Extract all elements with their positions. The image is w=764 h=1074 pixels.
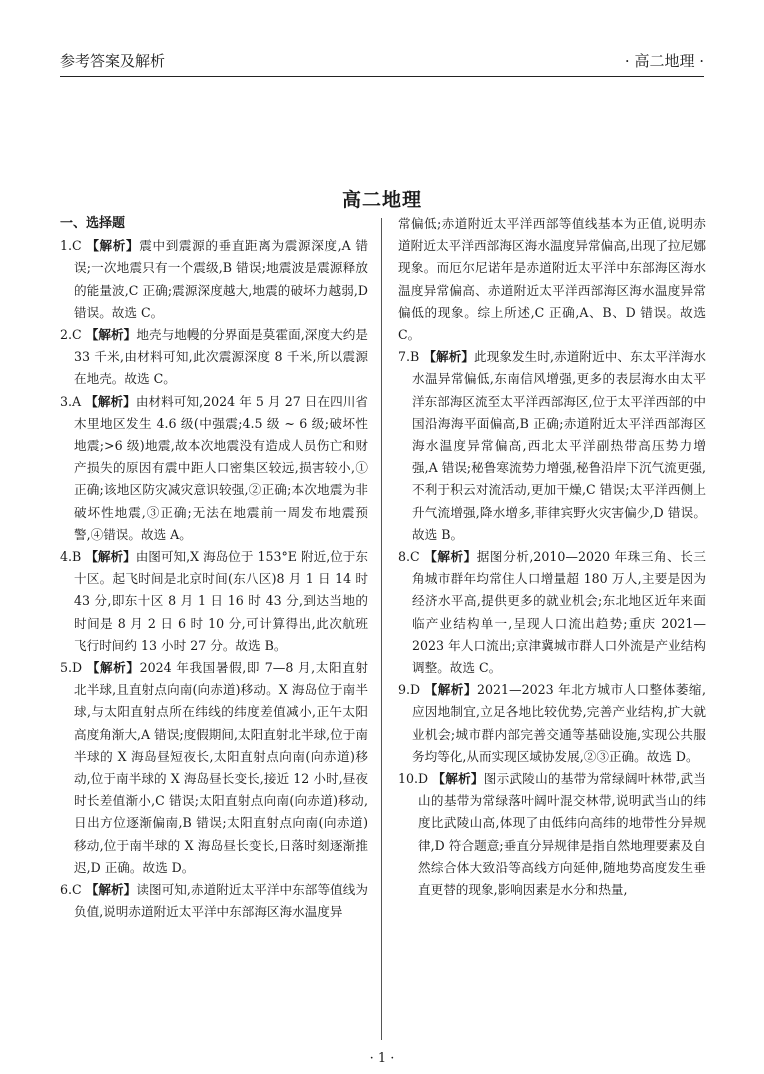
column-divider (381, 218, 382, 1040)
question-number: 6. (60, 882, 73, 898)
right-answer-list (398, 346, 706, 901)
analysis-tag: 【解析】 (86, 660, 140, 676)
question-number: 3. (60, 393, 73, 409)
answer-letter: D (72, 660, 83, 676)
header-rule (60, 76, 704, 77)
question-number: 4. (60, 549, 73, 565)
explanation-text: 2021—2023 年北方城市人口整体萎缩,应因地制宜,立足各地比较优势,完善产业结构,扩大就业机会;城市群内部完善交通等基础设施,实现公共服务均等化,从而实现区域协发展,②③正确。故选 D。 (412, 682, 706, 764)
answer-item (60, 391, 368, 546)
left-column (60, 213, 368, 924)
analysis-tag: 【解析】 (85, 393, 136, 409)
analysis-tag: 【解析】 (85, 882, 137, 898)
analysis-tag: 【解析】 (423, 349, 475, 365)
answer-letter: D (418, 771, 429, 787)
answer-letter: B (410, 349, 420, 365)
answer-letter: C (410, 549, 420, 565)
explanation-text: 此现象发生时,赤道附近中、东太平洋海水水温异常偏低,东南信风增强,更多的表层海水由太平洋东部海区流至太平洋西部海区,位于太平洋西部的中国沿海海平面偏高,B 正确;赤道附近太平洋西部海区海水温度异常偏高,西北太平洋副热带高压势力增强,A 错误;秘鲁寒流势力增强,秘鲁沿岸下沉气流更强,不利于积云对流活动,更加干燥,C 错误;太平洋西侧上升气流增强,降水增多,菲律宾野火灾害偏少,D 错误。故选 B。 (412, 349, 706, 542)
answer-item (398, 679, 706, 768)
answer-item (60, 235, 368, 324)
question-number: 1. (60, 238, 73, 254)
answer-item (60, 324, 368, 391)
left-answer-list (60, 235, 368, 923)
page-title: 高二地理 (341, 189, 422, 211)
analysis-tag: 【解析】 (85, 549, 136, 565)
answer-letter: B (72, 549, 82, 565)
analysis-tag: 【解析】 (424, 682, 477, 698)
answer-letter: A (72, 393, 82, 409)
question-number: 8. (398, 549, 411, 565)
analysis-tag: 【解析】 (432, 771, 484, 787)
answer-letter: C (72, 882, 82, 898)
analysis-tag: 【解析】 (85, 327, 137, 343)
header-left-text: 参考答案及解析 (60, 52, 166, 70)
header-right-text: · 高二地理 · (624, 52, 704, 70)
question-number: 2. (60, 327, 73, 343)
analysis-tag: 【解析】 (424, 549, 477, 565)
explanation-text: 由图可知,X 海岛位于 153°E 附近,位于东十区。起飞时间是北京时间(东八区)8 月 1 日 14 时 43 分,即东十区 8 月 1 日 16 时 43 分,到达当地的时间是 8 月 2 日 6 时 10 分,可计算得出,此次航班飞行时间约 13 小时 27 分。故选 B。 (74, 549, 368, 653)
explanation-text: 据图分析,2010—2020 年珠三角、长三角城市群年均常住人口增量超 180 万人,主要是因为经济水平高,提供更多的就业机会;东北地区近年来面临产业结构单一,呈现人口流出趋势;重庆 2021—2023 年人口流出;京津冀城市群人口外流是产业结构调整。故选 C。 (412, 549, 707, 676)
question-number: 10. (398, 771, 419, 787)
answer-item (398, 768, 706, 901)
explanation-text: 震中到震源的垂直距离为震源深度,A 错误;一次地震只有一个震级,B 错误;地震波是震源释放的能量波,C 正确;震源深度越大,地震的破坏力越弱,D 错误。故选 C。 (74, 238, 368, 320)
explanation-text: 2024 年我国暑假,即 7—8 月,太阳直射北半球,且直射点向南(向赤道)移动。X 海岛位于南半球,与太阳直射点所在纬线的纬度差值减小,正午太阳高度角渐大,A 错误;度假期间,太阳直射北半球,位于南半球的 X 海岛昼短夜长,太阳直射点向南(向赤道)移动,位于南半球的 X 海岛昼长变长,接近 12 小时,昼夜时长差值渐小,C 错误;太阳直射点向南(向赤道)移动,日出方位逐渐偏南,B 错误;太阳直射点向南(向赤道)移动,位于南半球的 X 海岛昼长变长,日落时刻逐渐推迟,D 正确。故选 D。 (74, 660, 368, 875)
answer-item (60, 657, 368, 879)
question-number: 9. (398, 682, 411, 698)
right-column (398, 213, 706, 901)
page-number: · 1 · (369, 1051, 395, 1066)
answer-item (60, 546, 368, 657)
answer-letter: C (72, 238, 82, 254)
explanation-text: 读图可知,赤道附近太平洋中东部等值线为负值,说明赤道附近太平洋中东部海区海水温度异 (74, 882, 368, 920)
answer-letter: C (72, 327, 82, 343)
continued-text: 常偏低;赤道附近太平洋西部等值线基本为正值,说明赤道附近太平洋西部海区海水温度异常偏高,出现了拉尼娜现象。而厄尔尼诺年是赤道附近太平洋中东部海区海水温度异常偏高、赤道附近太平洋西部海区海水温度异常偏低的现象。综上所述,C 正确,A、B、D 错误。故选 C。 (398, 216, 706, 343)
explanation-text: 图示武陵山的基带为常绿阔叶林带,武当山的基带为常绿落叶阔叶混交林带,说明武当山的纬度比武陵山高,体现了由低纬向高纬的地带性分异规律,D 符合题意;垂直分异规律是指自然地理要素及自然综合体大致沿等高线方向延伸,随地势高度发生垂直更替的现象,影响因素是水分和热量, (418, 771, 706, 898)
answer-item (60, 879, 368, 923)
question-number: 5. (60, 660, 73, 676)
answer-item (398, 346, 706, 546)
answer-item (398, 546, 706, 679)
explanation-text: 由材料可知,2024 年 5 月 27 日在四川省木里地区发生 4.6 级(中强震;4.5 级 ~ 6 级;破坏性地震;>6 级)地震,故本次地震没有造成人员伤亡和财产损失的原因有震中距人口密集区较远,损害较小,①正确;该地区防灾减灾意识较强,②正确;本次地震为非破坏性地震,③正确;无法在地震前一周发布地震预警,④错误。故选 A。 (74, 393, 369, 542)
answer-letter: D (410, 682, 421, 698)
explanation-text: 地壳与地幔的分界面是莫霍面,深度大约是 33 千米,由材料可知,此次震源深度 8 千米,所以震源在地壳。故选 C。 (74, 327, 368, 387)
analysis-tag: 【解析】 (86, 238, 140, 254)
question-number: 7. (398, 349, 411, 365)
running-header (60, 48, 704, 74)
section-title: 一、选择题 (60, 216, 126, 231)
